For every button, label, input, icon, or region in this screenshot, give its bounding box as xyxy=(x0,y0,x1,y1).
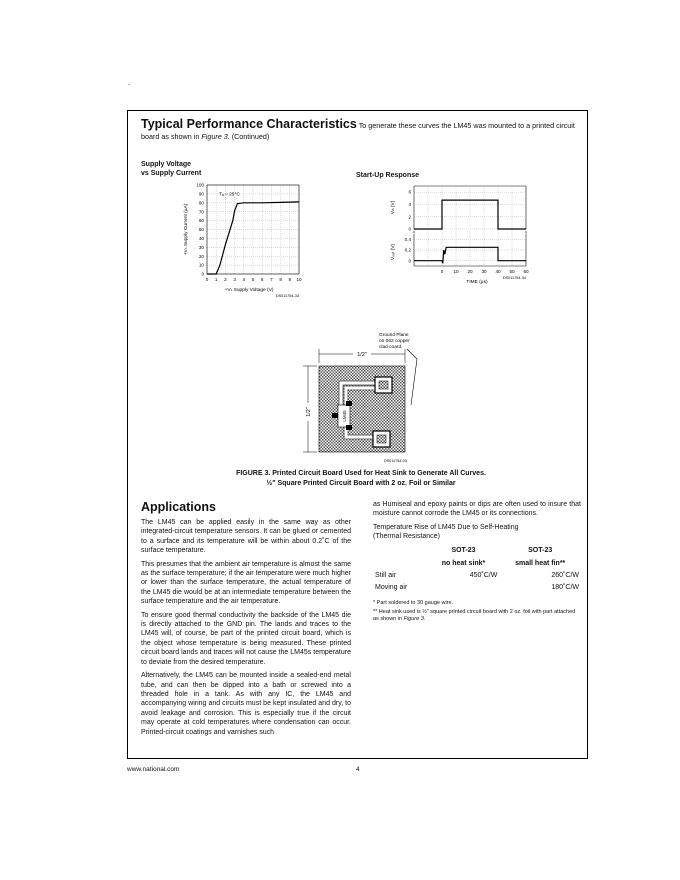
chart1-title-line2: vs Supply Current xyxy=(141,170,202,177)
x-tick-label: 8 xyxy=(279,277,282,282)
y-tick-label: 50 xyxy=(198,227,204,233)
x-tick-label: 10 xyxy=(453,269,459,274)
x-tick-label: 5 xyxy=(251,277,255,282)
y-tick-label: 30 xyxy=(198,244,204,250)
callout-line1: Ground Plane xyxy=(379,333,409,338)
table-corner xyxy=(373,545,428,557)
callout-line3: clad coard. xyxy=(379,345,403,350)
y-tick-label: 80 xyxy=(198,200,204,206)
section-header xyxy=(141,119,581,142)
section-intro: To generate these curves the LM45 was mounted to a printed circuit board as shown in xyxy=(141,121,575,141)
applications-left-column xyxy=(141,518,351,741)
y-axis-label-top: Vᵢₙ (V) xyxy=(391,200,396,215)
x-tick-label: 50 xyxy=(509,269,515,274)
y-tick-label-bottom: 0 xyxy=(408,258,411,264)
thermal-resistance-table xyxy=(373,545,581,595)
x-tick-label: 2 xyxy=(224,277,227,282)
row-value-no-sink: 450˚C/W xyxy=(469,571,498,579)
x-axis-label: +Vₛ Supply Voltage (V) xyxy=(224,288,274,293)
footnote-1: * Part soldered to 30 gauge wire. xyxy=(373,600,454,607)
footer-site: www.national.com xyxy=(127,766,180,773)
figure-caption-line2: ½" Square Printed Circuit Board with 2 oz. Foil or Similar xyxy=(266,480,456,487)
y-tick-label-top: 4 xyxy=(408,202,411,208)
table-footnotes xyxy=(373,600,581,623)
y-axis-label: +Vₛ Supply Current (μA) xyxy=(184,203,189,256)
x-tick-label: 20 xyxy=(467,269,473,274)
figure-caption xyxy=(141,469,581,489)
y-tick-label-top: 6 xyxy=(408,189,411,195)
chart1-title xyxy=(141,160,201,178)
applications-heading: Applications xyxy=(141,500,217,514)
y-tick-label: 0 xyxy=(201,271,204,277)
row-value-heat-fin: 180˚C/W xyxy=(551,584,579,592)
table-row xyxy=(373,569,581,581)
y-tick-label-bottom: 0.4 xyxy=(404,236,411,242)
footnote-2-ref: Figure 3. xyxy=(403,616,426,623)
figure-caption-line1: FIGURE 3. Printed Circuit Board Used for Heat Sink to Generate All Curves. xyxy=(236,470,486,477)
x-tick-label: 3 xyxy=(233,277,236,282)
col2-header-line1: SOT-23 xyxy=(528,547,553,555)
x-tick-label: 1 xyxy=(214,277,218,282)
table-header-row-2 xyxy=(373,557,581,569)
x-tick-label: 7 xyxy=(270,277,273,282)
y-tick-label-bottom: 0.2 xyxy=(404,247,411,253)
y-tick-label: 20 xyxy=(198,253,204,259)
axis-break-mark-right: ≈ xyxy=(524,229,528,235)
footnote-2-text: ** Heat sink used is ½" square printed circuit board with 2 oz. foil with part attached as shown in xyxy=(373,609,576,623)
pcb-code: DS011754-03 xyxy=(383,459,407,463)
table-corner-2 xyxy=(373,557,428,569)
section-title: Typical Performance Characteristics xyxy=(141,117,357,131)
pad-top-inner xyxy=(379,381,388,389)
thermal-title xyxy=(373,523,581,542)
row-value-no-sink xyxy=(428,582,500,594)
dim-v-label: 1/2" xyxy=(306,407,312,417)
applications-paragraph-5: as Humiseal and epoxy paints or dips are often used to insure that moisture cannot corrode the LM45 or its connections. xyxy=(373,501,581,518)
chip-pin-left xyxy=(332,413,338,418)
chart-code: DS011754-33 xyxy=(275,294,299,298)
callout-line2: on 062 copper xyxy=(379,339,410,344)
applications-right-column xyxy=(373,500,581,625)
dim-h-label: 1/2" xyxy=(357,352,367,358)
x-tick-label: 6 xyxy=(260,277,264,282)
page-mark: . xyxy=(128,78,131,87)
x-axis-label: TIME (μs) xyxy=(466,280,488,285)
row-label: Moving air xyxy=(375,584,408,592)
row-label: Still air xyxy=(375,571,397,579)
figure-ref: Figure 3. xyxy=(201,132,230,141)
table-row xyxy=(373,582,581,594)
applications-paragraph-4: Alternatively, the LM45 can be mounted inside a sealed-end metal tube, and can then be dipped into a bath or screwed into a threaded hole in a tank. As with any IC, the LM45 and accompanying wiring and circuits must be kept insulated and dry, to avoid leakage and corrosion. This is especially true if the circuit may operate at cold temperatures where condensation can occur. Printed-circuit coatings and varnishes such xyxy=(141,672,351,736)
x-tick-label: 30 xyxy=(481,269,487,274)
y-tick-label: 60 xyxy=(198,218,204,224)
page-number: 4 xyxy=(356,766,360,773)
chart1-title-line1: Supply Voltage xyxy=(141,161,192,168)
applications-paragraph-3: To ensure good thermal conductivity the backside of the LM45 die is directly attached to the GND pin. The lands and traces to the LM45 will, of course, be part of the printed circuit board, which is the object whose temperature is being measured. These printed circuit board lands and traces will not cause the LM45s temperature to deviate from the desired temperature. xyxy=(141,611,351,666)
y-tick-label: 100 xyxy=(196,182,204,188)
y-tick-label: 40 xyxy=(198,236,204,241)
annotation-label: Tₐ = 25°C xyxy=(218,192,240,198)
x-tick-label: 0 xyxy=(205,277,209,282)
table-header-row-1 xyxy=(373,545,581,557)
col1-header-line2: no heat sink* xyxy=(441,559,486,567)
y-tick-label-top: 2 xyxy=(408,214,411,220)
pcb-figure xyxy=(295,325,445,467)
x-tick-label: 0 xyxy=(440,269,444,274)
chart2-title: Start-Up Response xyxy=(356,172,420,179)
col1-header-line1: SOT-23 xyxy=(451,547,476,555)
y-tick-label: 90 xyxy=(198,191,204,197)
supply-current-chart xyxy=(178,178,318,308)
y-tick-label: 10 xyxy=(198,262,204,268)
chip-pin-bottom xyxy=(346,425,352,430)
y-axis-label-bottom: Vₒᵤₜ (V) xyxy=(391,244,396,260)
x-tick-label: 9 xyxy=(288,277,292,282)
y-tick-label: 70 xyxy=(198,209,204,215)
x-tick-label: 60 xyxy=(523,269,529,274)
pad-bottom-inner xyxy=(377,435,386,443)
footnote-2 xyxy=(373,609,581,623)
applications-paragraph-2: This presumes that the ambient air temperature is almost the same as the surface temperature; if the air temperature were much higher or lower than the surface temperature, the actual temperature of the LM45 die would be at an intermediate temperature between the surface temperature and the air temperature. xyxy=(141,560,351,606)
thermal-title-line2: (Thermal Resistance) xyxy=(373,533,440,541)
x-tick-label: 4 xyxy=(242,277,246,282)
applications-paragraph-1: The LM45 can be applied easily in the same way as other integrated-circuit temperature sensors. It can be glued or cemented to a surface and its temperature will be within about 0.2˚C of the surface temperature. xyxy=(141,519,351,555)
chip-pin-top xyxy=(346,401,352,406)
axis-break-mark-left: ≈ xyxy=(412,229,416,235)
thermal-title-line1: Temperature Rise of LM45 Due to Self-Heating xyxy=(373,523,519,531)
continued-label: (Continued) xyxy=(231,132,270,141)
row-value-heat-fin: 260˚C/W xyxy=(551,571,579,579)
chip-label: LM45 xyxy=(342,410,347,422)
chart-code: DS011754-34 xyxy=(502,276,526,280)
y-tick-label-top: 0 xyxy=(408,226,411,232)
callout-leader xyxy=(407,349,417,405)
x-tick-label: 10 xyxy=(296,277,302,282)
x-tick-label: 40 xyxy=(495,269,501,274)
col2-header-line2: small heat fin** xyxy=(515,559,566,567)
startup-response-chart xyxy=(384,183,529,301)
